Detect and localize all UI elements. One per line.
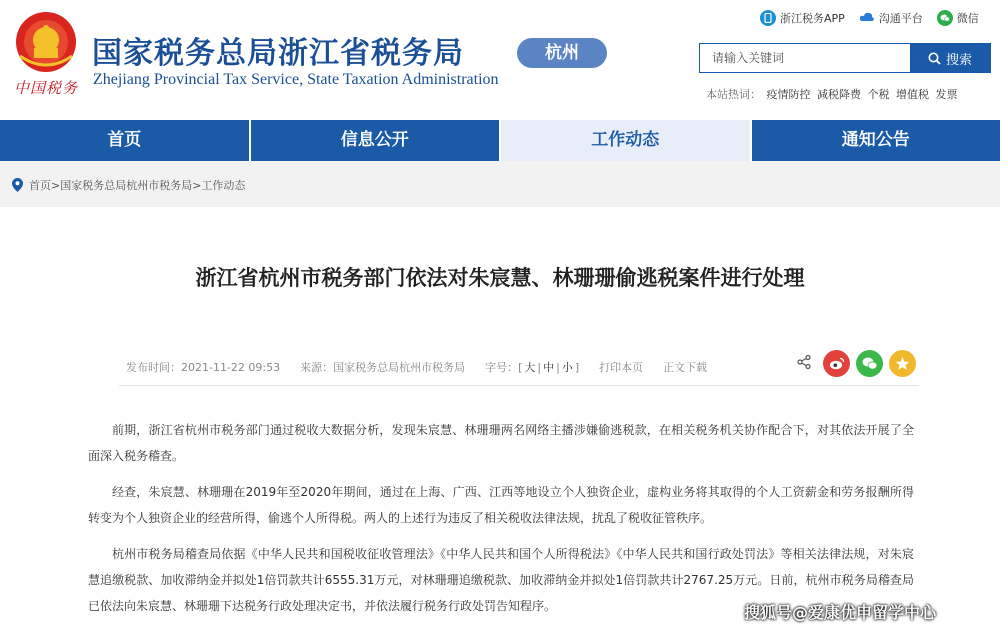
top-link-wechat[interactable] [937,10,979,26]
wechat-icon [937,10,953,26]
share-wechat-button[interactable] [856,350,883,377]
search-button-label: 搜索 [945,52,972,68]
breadcrumb-path[interactable]: 首页>国家税务总局杭州市税务局>工作动态 [29,179,246,192]
hot-keyword[interactable]: 个税 [867,88,890,101]
article-title: 浙江省杭州市税务部门依法对朱宸慧、林珊珊偷逃税案件进行处理 [195,266,805,290]
article-paragraph: 经查，朱宸慧、林珊珊在2019年至2020年期间，通过在上海、广西、江西等地设立个人独资企业，虚构业务将其取得的个人工资薪金和劳务报酬所得转变为个人独资企业的经营所得，偷逃个人所得税。两人的上述行为违反了相关税收法律法规，扰乱了税收征管秩序。 [88,485,914,525]
seal-text: 中国税务 [14,79,79,97]
hot-keyword[interactable]: 减税降费 [817,88,861,101]
top-link-platform[interactable] [859,10,923,26]
nav-item-home[interactable]: 首页 [0,120,251,161]
location-pin-icon [12,178,23,192]
font-size-label: 字号： [485,361,519,374]
star-icon [895,356,910,371]
publish-time: 发布时间：2021-11-22 09:53 [126,361,281,374]
phone-app-icon [760,10,776,26]
font-size-small[interactable]: 小 [561,361,573,374]
article-paragraph: 前期，浙江省杭州市税务部门通过税收大数据分析，发现朱宸慧、林珊珊两名网络主播涉嫌偷逃税款，在相关税务机关协作配合下，对其依法开展了全面深入税务稽查。 [88,423,914,463]
print-link[interactable]: 打印本页 [599,361,644,374]
share-bar [797,350,916,377]
top-link-label: 沟通平台 [878,12,923,25]
site-header [0,0,1000,118]
article-meta [126,356,916,378]
main-nav [0,120,1000,161]
font-size-large[interactable]: 大 [524,361,536,374]
hot-keyword[interactable]: 增值税 [896,88,929,101]
weibo-icon [829,357,845,370]
wechat-icon [862,357,878,370]
nav-item-notices[interactable]: 通知公告 [841,130,910,150]
nav-item-info-disclosure[interactable]: 信息公开 [251,120,502,161]
hot-keywords [706,86,961,102]
article-source: 来源：国家税务总局杭州市税务局 [300,361,466,374]
city-badge[interactable]: 杭州 [517,38,607,68]
meta-divider [119,385,919,386]
cloud-icon [859,11,875,26]
org-name-en: Zhejiang Provincial Tax Service, State Taxation Administration [93,71,499,88]
search-box [699,43,991,73]
top-link-label: 浙江税务APP [780,12,845,25]
article-paragraph: 杭州市税务局稽查局依据《中华人民共和国税收征收管理法》《中华人民共和国个人所得税法》《中华人民共和国行政处罚法》等相关法律法规，对朱宸慧追缴税款、加收滞纳金并拟处1倍罚款共计6555.31万元，对林珊珊追缴税款、加收滞纳金并拟处1倍罚款共计2767.25万元。日前，杭州市税务局稽查局已依法向朱宸慧、林珊珊下达税务行政处理决定书，并依法履行税务行政处罚告知程序。 [88,547,914,613]
share-icon[interactable] [797,355,811,372]
top-link-label: 微信 [956,12,979,25]
hot-keyword[interactable]: 发票 [935,88,958,101]
hot-keywords-label: 本站热词： [706,88,761,101]
top-link-app[interactable] [760,10,845,26]
font-size-medium[interactable]: 中 [543,361,555,374]
breadcrumb [12,177,245,193]
share-favorite-button[interactable] [889,350,916,377]
download-link[interactable]: 正文下载 [663,361,708,374]
hot-keyword[interactable]: 疫情防控 [766,88,811,101]
nav-item-work-news[interactable]: 工作动态 [501,120,752,161]
search-icon [928,52,941,65]
search-button[interactable] [910,44,990,72]
font-size-switcher: 字号：[ 大 | 中 | 小 ] [485,361,580,374]
watermark: 搜狐号@爱康优申留学中心 [744,603,937,622]
top-links [760,10,979,26]
search-input[interactable] [700,44,910,72]
breadcrumb-bar [0,161,1000,207]
article-body [88,417,914,629]
share-weibo-button[interactable] [823,350,850,377]
national-emblem-icon [14,10,78,74]
org-name-cn[interactable]: 国家税务总局浙江省税务局 [92,36,464,71]
